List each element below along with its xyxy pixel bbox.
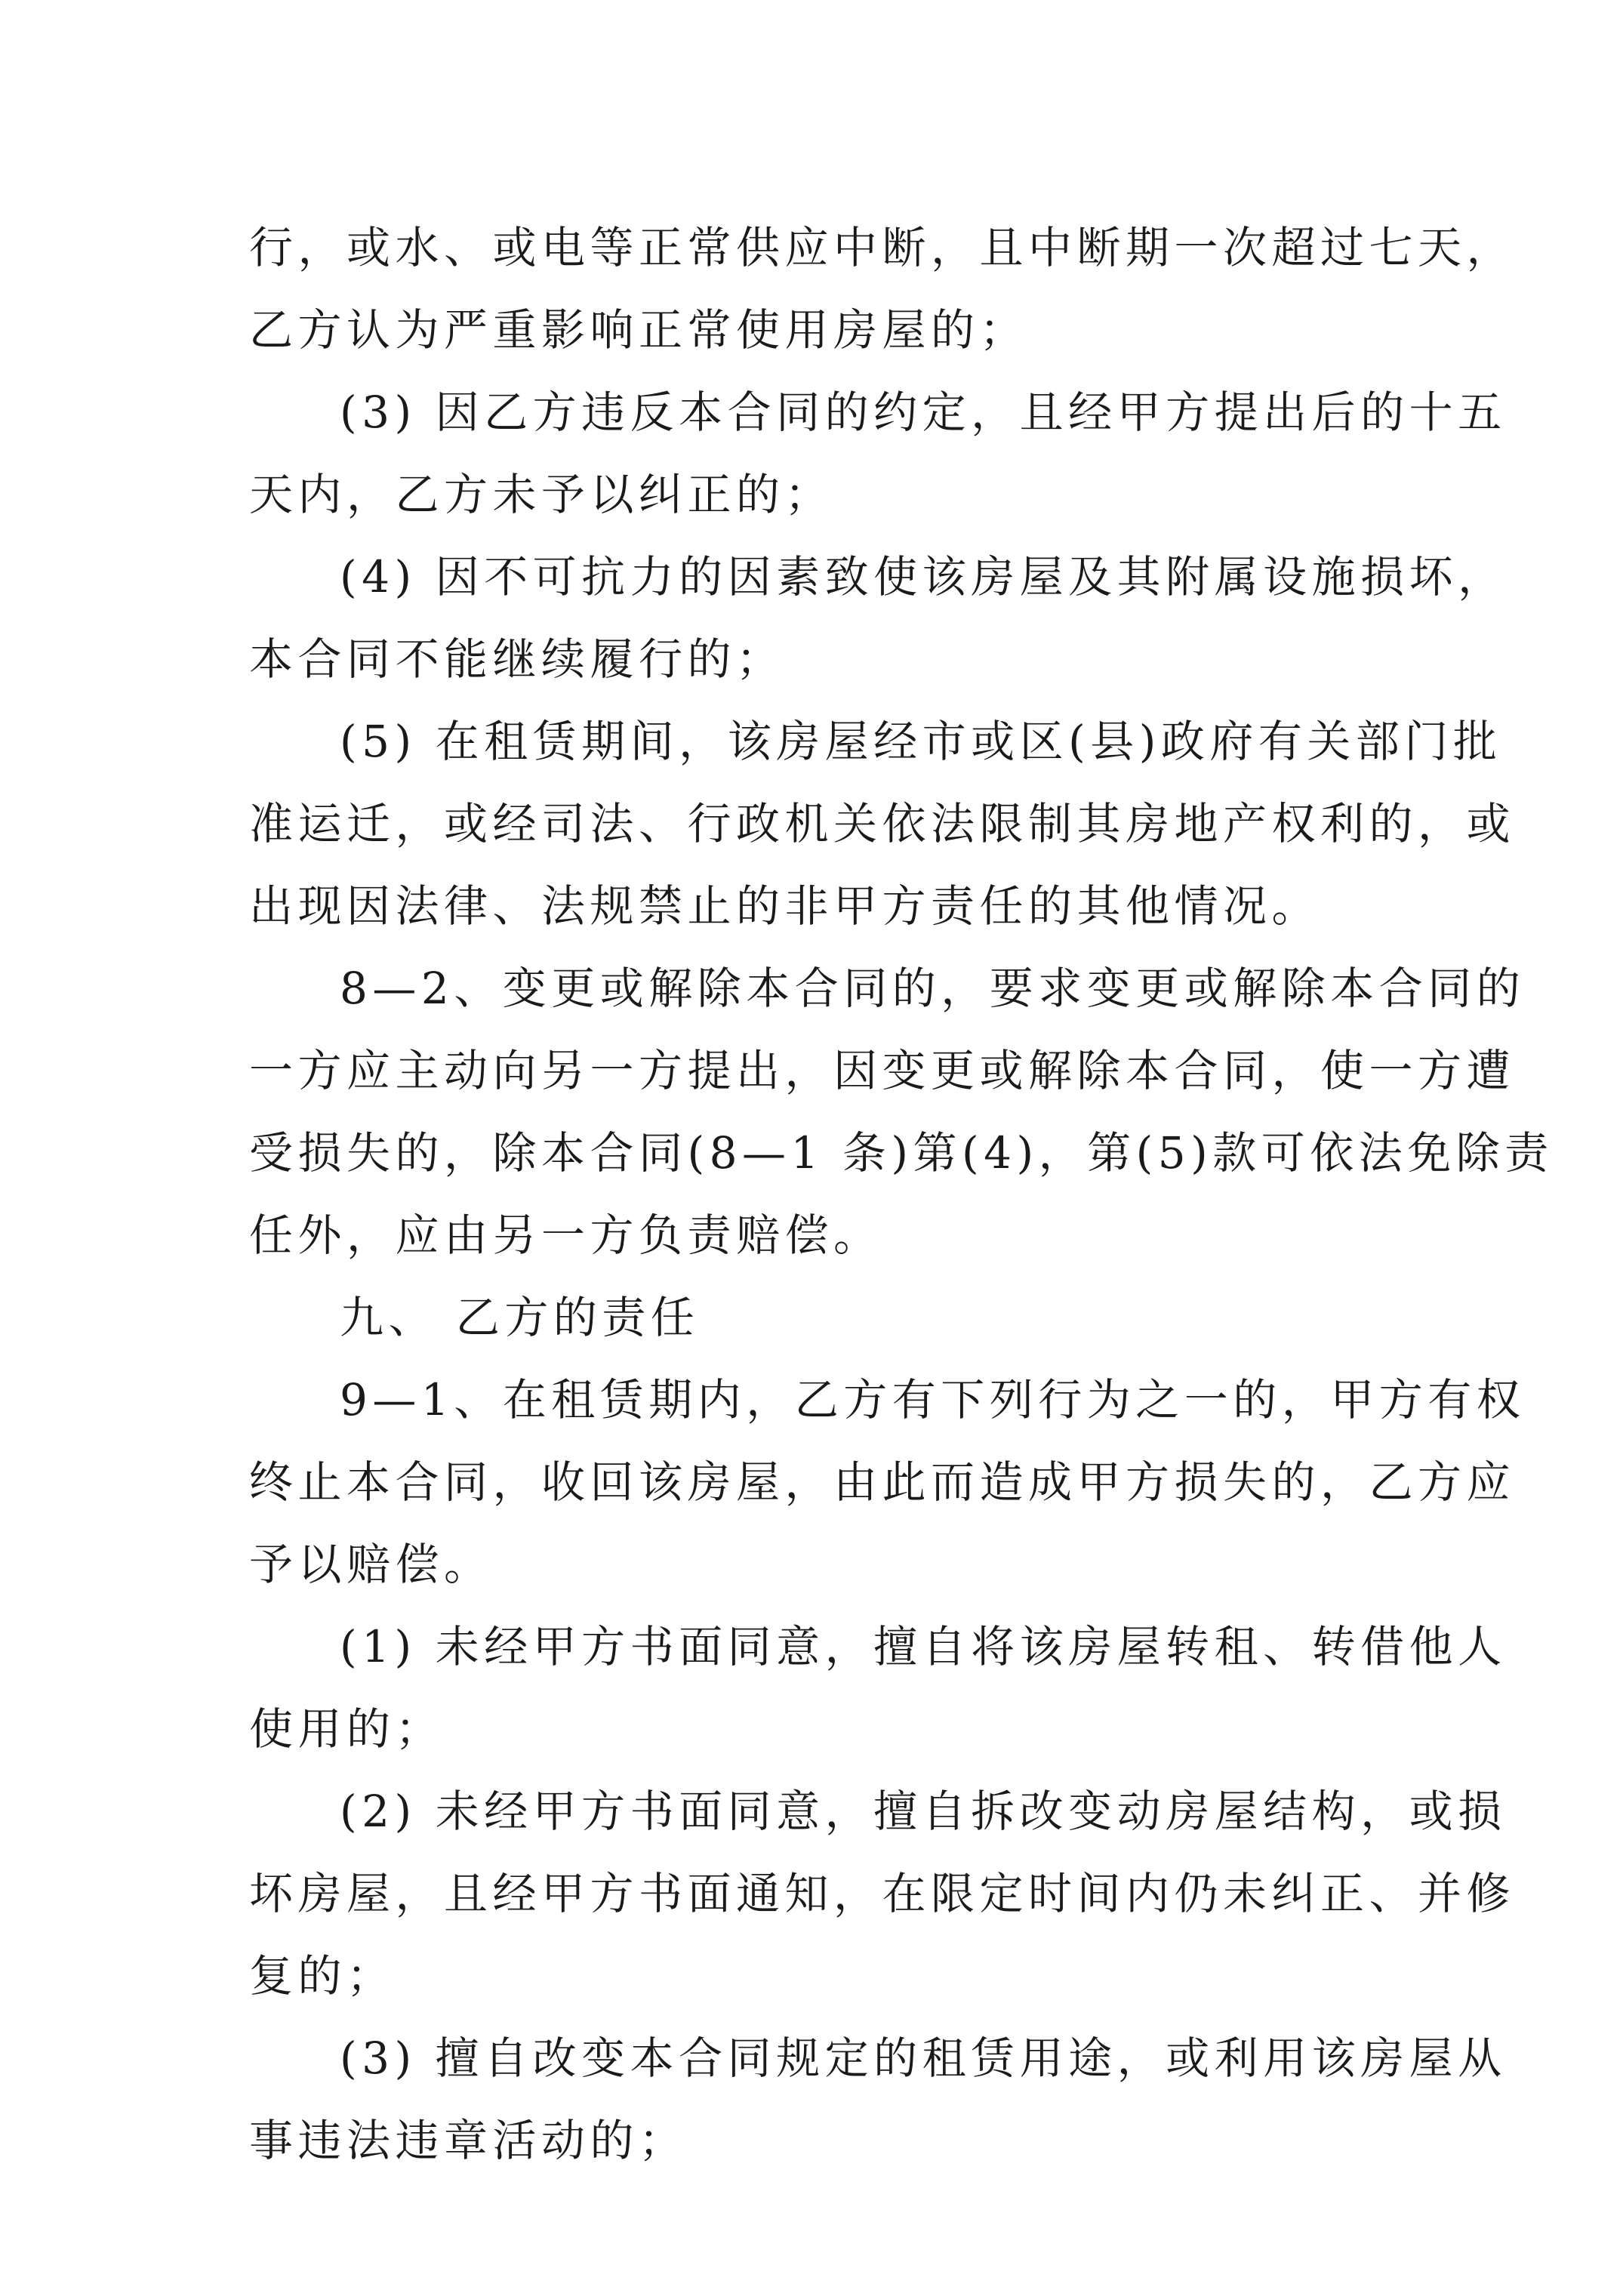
text-line: 终止本合同，收回该房屋，由此而造成甲方损失的，乙方应 [249, 1456, 1516, 1508]
text-line: 使用的； [249, 1703, 445, 1755]
text-line: 事违法违章活动的； [249, 2115, 688, 2166]
text-line: 予以赔偿。 [249, 1539, 493, 1590]
section-heading: 九、 乙方的责任 [340, 1292, 700, 1343]
text-line: 9—1、在租赁期内，乙方有下列行为之一的，甲方有权 [340, 1374, 1526, 1425]
text-line: 坏房屋，且经甲方书面通知，在限定时间内仍未纠正、并修 [249, 1868, 1516, 1919]
text-line: 出现因法律、法规禁止的非甲方责任的其他情况。 [249, 880, 1321, 932]
text-line: 一方应主动向另一方提出，因变更或解除本合同，使一方遭 [249, 1045, 1516, 1096]
text-line: (2) 未经甲方书面同意，擅自拆改变动房屋结构，或损 [340, 1786, 1507, 1837]
text-line: (3) 擅自改变本合同规定的租赁用途，或利用该房屋从 [340, 2032, 1507, 2084]
text-line: 受损失的，除本合同(8—1 条)第(4)，第(5)款可依法免除责 [249, 1127, 1554, 1179]
text-line: 任外，应由另一方负责赔偿。 [249, 1210, 882, 1261]
text-line: 天内，乙方未予以纠正的； [249, 469, 834, 520]
text-line: 准运迁，或经司法、行政机关依法限制其房地产权利的，或 [249, 798, 1516, 849]
text-line: 行，或水、或电等正常供应中断，且中断期一次超过七天， [249, 222, 1516, 273]
text-line: 本合同不能继续履行的； [249, 633, 785, 685]
text-line: (4) 因不可抗力的因素致使该房屋及其附属设施损坏， [340, 551, 1507, 603]
text-line: 8—2、变更或解除本合同的，要求变更或解除本合同的 [340, 963, 1526, 1014]
text-line: 乙方认为严重影响正常使用房屋的； [249, 304, 1029, 356]
text-line: (3) 因乙方违反本合同的约定，且经甲方提出后的十五 [340, 387, 1507, 438]
text-line: (1) 未经甲方书面同意，擅自将该房屋转租、转借他人 [340, 1621, 1507, 1672]
text-line: 复的； [249, 1950, 396, 2002]
text-line: (5) 在租赁期间，该房屋经市或区(县)政府有关部门批 [340, 716, 1502, 767]
